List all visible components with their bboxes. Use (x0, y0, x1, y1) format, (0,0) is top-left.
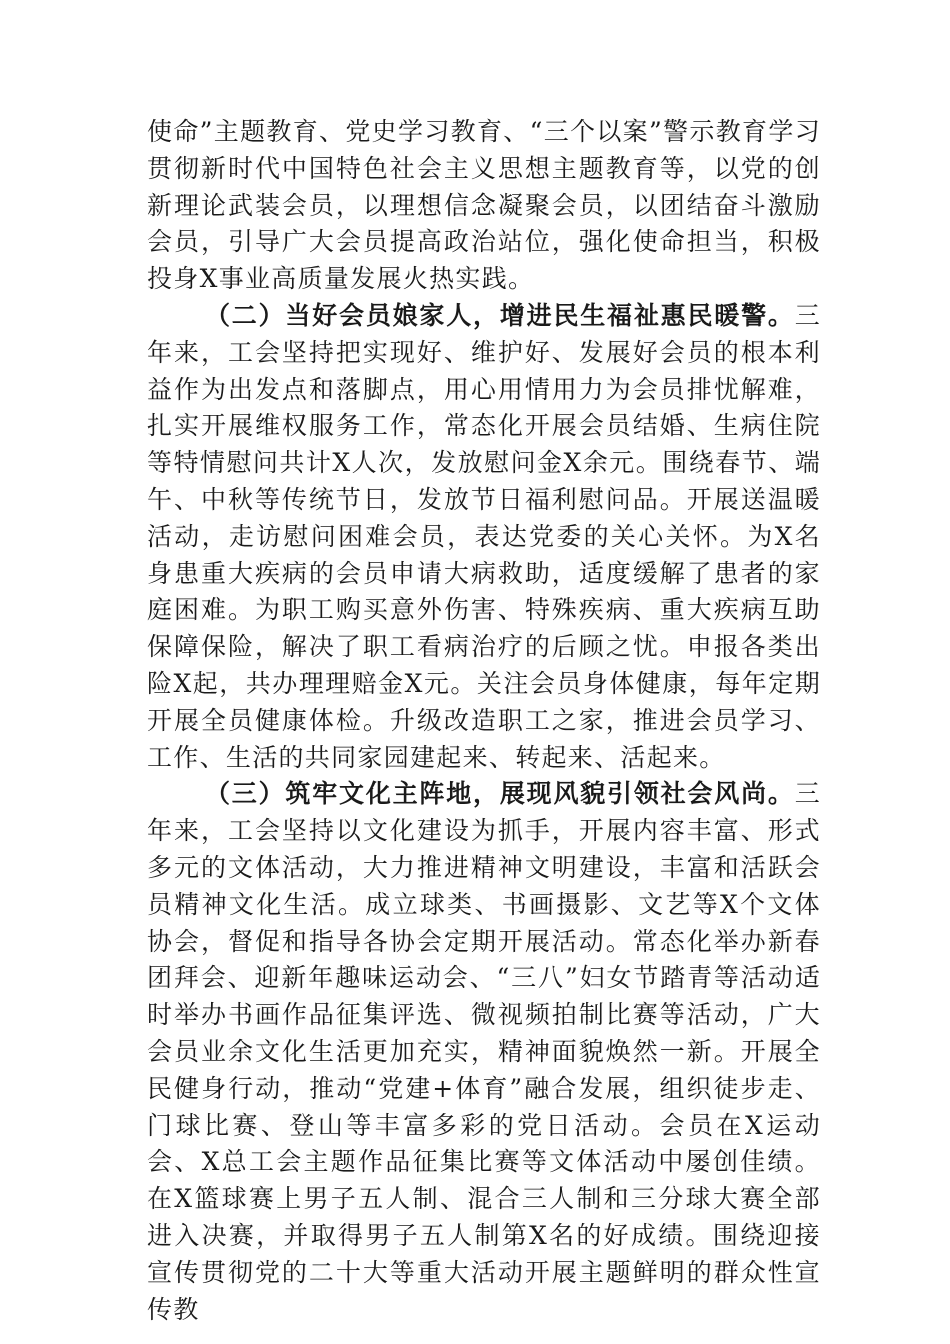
paragraph-text: 三年来，工会坚持以文化建设为抓手，开展内容丰富、形式多元的文体活动，大力推进精神文明建设，丰富和活跃会员精神文化生活。成立球类、书画摄影、文艺等X个文体协会，督促和指导各协会定期开展活动。常态化举办新春团拜会、迎新年趣味运动会、“三八”妇女节踏青等活动适时举办书画作品征集评选、微视频拍制比赛等活动，广大会员业余文化生活更加充实，精神面貌焕然一新。开展全民健身行动，推动“党建+体育”融合发展，组织徒步走、门球比赛、登山等丰富多彩的党日活动。会员在X运动会、X总工会主题作品征集比赛等文体活动中屡创佳绩。在X篮球赛上男子五人制、混合三人制和三分球大赛全部进入决赛，并取得男子五人制第X名的好成绩。围绕迎接宣传贯彻党的二十大等重大活动开展主题鲜明的群众性宣传教 (147, 779, 821, 1324)
paragraph-text: 三年来，工会坚持把实现好、维护好、发展好会员的根本利益作为出发点和落脚点，用心用情用力为会员排忧解难，扎实开展维权服务工作，常态化开展会员结婚、生病住院等特情慰问共计X人次，发放慰问金X余元。围绕春节、端午、中秋等传统节日，发放节日福利慰问品。开展送温暖活动，走访慰问困难会员，表达党委的关心关怀。为X名身患重大疾病的会员申请大病救助，适度缓解了患者的家庭困难。为职工购买意外伤害、特殊疾病、重大疾病互助保障保险，解决了职工看病治疗的后顾之忧。申报各类出险X起，共办理理赔金X元。关注会员身体健康，每年定期开展全员健康体检。升级改造职工之家，推进会员学习、工作、生活的共同家园建起来、转起来、活起来。 (147, 300, 821, 772)
section-heading: （三）筑牢文化主阵地，展现风貌引领社会风尚。 (205, 779, 795, 809)
document-body (147, 114, 821, 1328)
paragraph-section-3 (147, 776, 821, 1328)
paragraph-text: 使命”主题教育、党史学习教育、“三个以案”警示教育学习贯彻新时代中国特色社会主义思想主题教育等，以党的创新理论武装会员，以理想信念凝聚会员，以团结奋斗激励会员，引导广大会员提高政治站位，强化使命担当，积极投身X事业高质量发展火热实践。 (147, 117, 821, 294)
paragraph-section-2 (147, 298, 821, 776)
section-heading: （二）当好会员娘家人，增进民生福祉惠民暖警。 (205, 300, 795, 330)
paragraph-continuation (147, 114, 821, 298)
